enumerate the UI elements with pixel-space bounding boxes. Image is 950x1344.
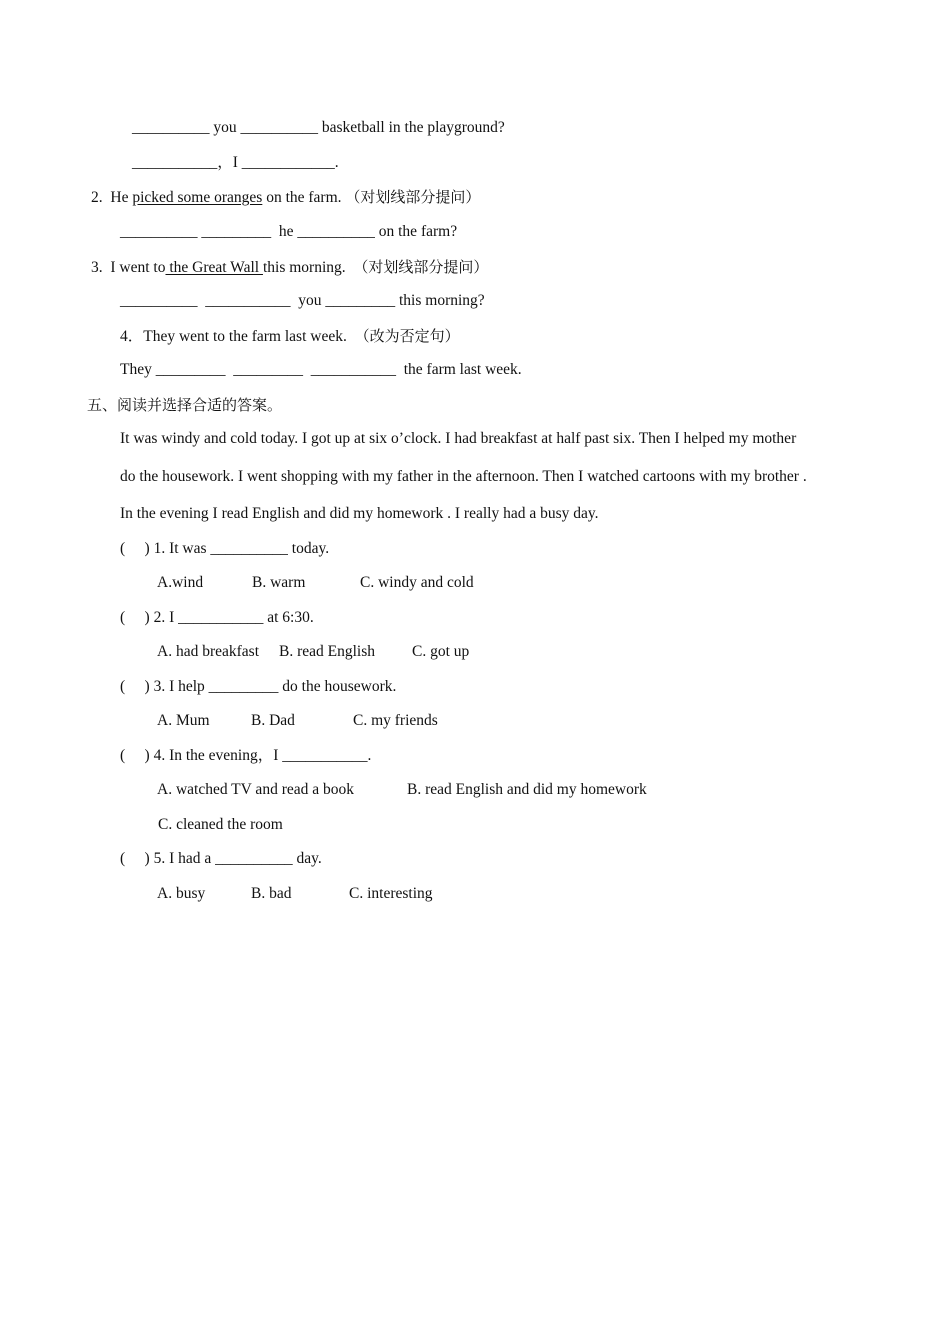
mc-q3-option-a: A. Mum [157,712,210,729]
q3-prompt [91,257,488,278]
q2-text-pre: He [110,189,133,206]
q4-instruction: （改为否定句） [354,327,460,345]
q4-text: 4．They went to the farm last week. [120,328,347,345]
mc-q4-option-c: C. cleaned the room [158,816,283,833]
mc-q4-option-b: B. read English and did my homework [407,781,647,798]
mc-q3-option-b: B. Dad [251,712,295,729]
q2-text-post: on the farm. [262,189,342,206]
mc-q2-option-c: C. got up [412,643,470,660]
q3-underlined: the Great Wall [165,259,263,276]
q2-prompt [91,187,480,208]
mc-question-1: ( ) 1. It was __________ today. [120,540,330,557]
q3-instruction: （对划线部分提问） [353,258,489,276]
mc-question-4: ( ) 4. In the evening，I ___________. [120,747,372,764]
q1-line1: __________ you __________ basketball in the playground? [132,119,505,136]
passage-line-2: do the housework. I went shopping with my father in the afternoon. Then I watched cartoons with my brother . [120,468,807,485]
mc-q2-option-b: B. read English [279,643,375,660]
q4-answer: They _________ _________ ___________ the farm last week. [120,361,522,378]
mc-q5-option-a: A. busy [157,885,206,902]
mc-question-3: ( ) 3. I help _________ do the housework. [120,678,397,695]
mc-q1-option-c: C. windy and cold [360,574,474,591]
q3-text-post: this morning. [262,259,346,276]
q3-text-pre: I went to [110,259,166,276]
passage-line-1: It was windy and cold today. I got up at six o’clock. I had breakfast at half past six. Then I helped my mother [120,430,797,447]
passage-line-3: In the evening I read English and did my homework . I really had a busy day. [120,505,599,522]
q2-number: 2. [91,189,103,206]
q3-answer: __________ ___________ you _________ this morning? [120,292,485,309]
mc-question-5: ( ) 5. I had a __________ day. [120,850,322,867]
section5-title: 五、阅读并选择合适的答案。 [87,396,283,414]
mc-q3-option-c: C. my friends [353,712,438,729]
q2-answer: __________ _________ he __________ on the farm? [120,223,458,240]
mc-q5-option-b: B. bad [251,885,292,902]
q3-number: 3. [91,259,103,276]
q2-underlined: picked some oranges [132,189,263,206]
mc-q1-option-b: B. warm [252,574,306,591]
mc-q4-option-a: A. watched TV and read a book [157,781,354,798]
q4-prompt [120,326,460,347]
mc-q2-option-a: A. had breakfast [157,643,259,660]
mc-q1-option-a: A.wind [157,574,204,591]
mc-q5-option-c: C. interesting [349,885,433,902]
q1-line2: ___________，I ____________. [132,154,339,171]
q2-instruction: （对划线部分提问） [345,188,481,206]
mc-question-2: ( ) 2. I ___________ at 6:30. [120,609,314,626]
